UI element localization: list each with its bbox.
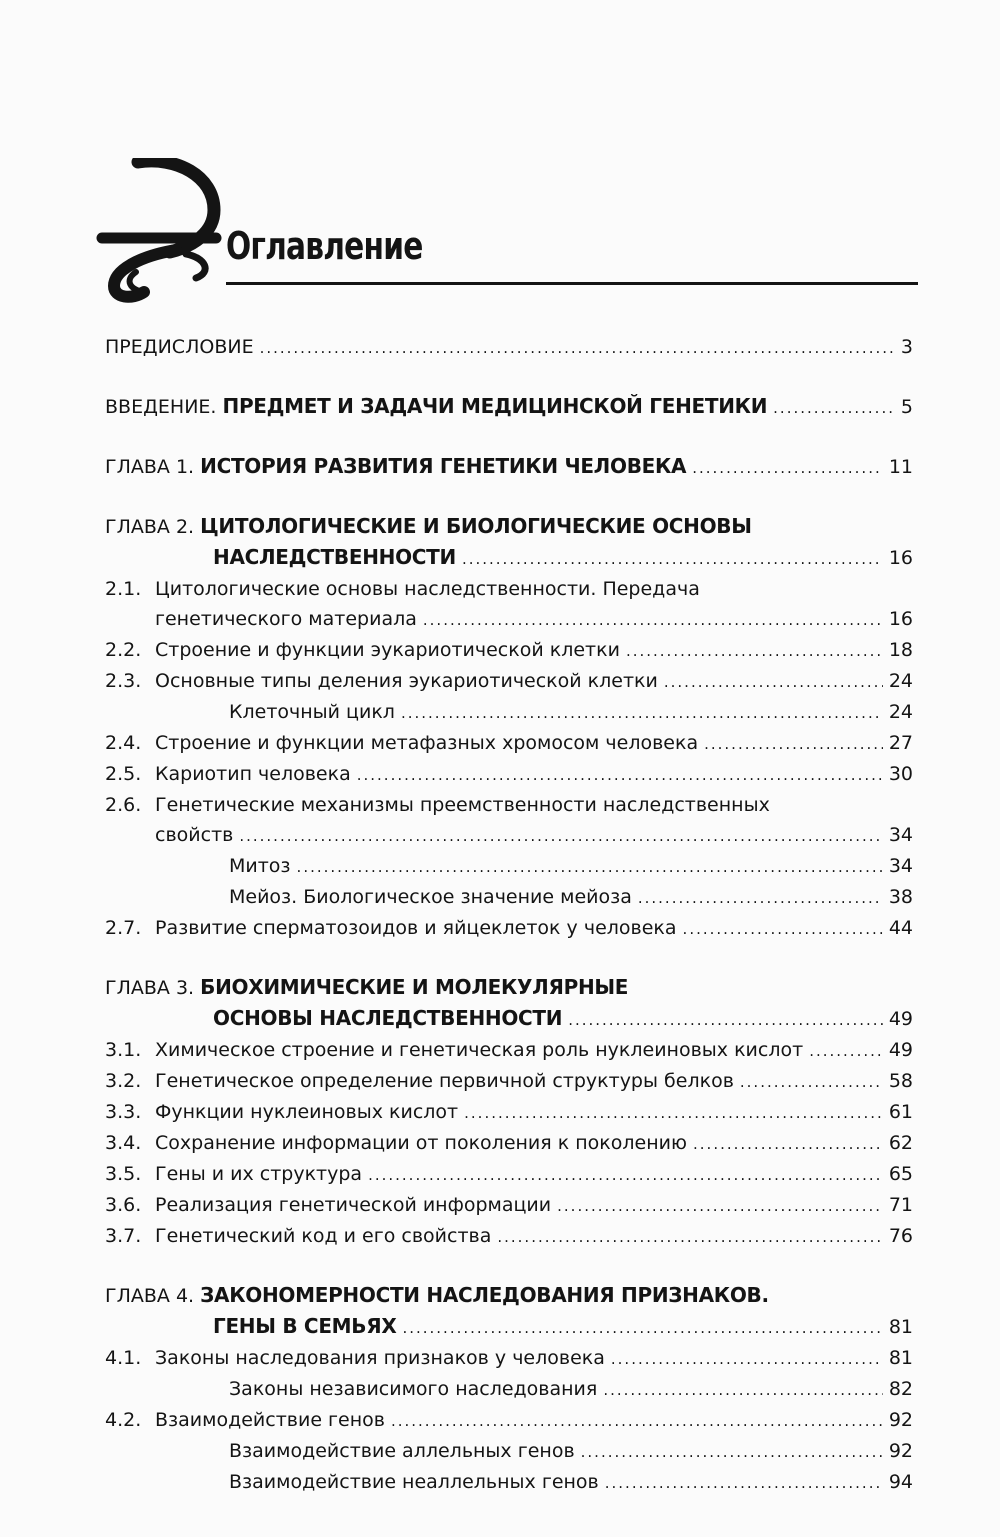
page-number: 92 [888,1440,913,1462]
dot-leader [423,605,883,635]
toc-entry-2-3[interactable] [105,666,913,697]
entry-title: Клеточный цикл [229,701,395,723]
page-number: 11 [888,456,913,478]
section-number: 2.2. [105,639,142,661]
page-number: 82 [888,1378,913,1400]
toc-entry-3-3[interactable] [105,1097,913,1128]
dot-leader [581,1437,883,1467]
toc-entry-chapter-2[interactable] [105,511,913,574]
toc-entry-2-4[interactable] [105,728,913,759]
dot-leader [297,852,883,882]
page-number: 81 [888,1347,913,1369]
page-number: 5 [900,396,913,418]
entry-title: Взаимодействие аллельных генов [229,1440,575,1462]
page-number: 16 [888,608,913,630]
page-number: 61 [888,1101,913,1123]
page-number: 49 [888,1008,913,1030]
dot-leader [773,393,895,423]
section-number: 4.2. [105,1409,142,1431]
dot-leader [402,1313,882,1343]
entry-title: Реализация генетической информации [155,1194,552,1216]
toc-entry-2-2[interactable] [105,635,913,666]
toc-entry-2-6[interactable] [105,790,913,851]
entry-title: Генетический код и его свойства [155,1225,492,1247]
entry-title: Взаимодействие генов [155,1409,385,1431]
page-number: 62 [888,1132,913,1154]
toc-entry-2-1[interactable] [105,574,913,635]
entry-title: Цитологические основы наследственности. Передача [155,578,700,600]
dot-leader [464,1098,883,1128]
toc-entry-4-1[interactable] [105,1343,913,1374]
toc-entry-4-2-allelic[interactable] [105,1436,913,1467]
entry-title: ПРЕДМЕТ И ЗАДАЧИ МЕДИЦИНСКОЙ ГЕНЕТИКИ [222,394,768,418]
dot-leader [368,1160,883,1190]
page-number: 24 [888,670,913,692]
toc-header [96,158,918,303]
entry-title: Законы наследования признаков у человека [155,1347,605,1369]
dot-leader [603,1375,882,1405]
toc-entry-4-2-nonallelic[interactable] [105,1467,913,1498]
serpent-logo-icon [96,158,226,303]
entry-prefix: ГЛАВА 3. [105,977,195,999]
page-number: 16 [888,547,913,569]
page-number: 24 [888,701,913,723]
entry-title: Развитие сперматозоидов и яйцеклеток у человека [155,917,677,939]
entry-title: Строение и функции метафазных хромосом человека [155,732,699,754]
dot-leader [357,760,883,790]
toc-entry-3-2[interactable] [105,1066,913,1097]
dot-leader [401,698,883,728]
dot-leader [568,1005,883,1035]
entry-title: ЦИТОЛОГИЧЕСКИЕ И БИОЛОГИЧЕСКИЕ ОСНОВЫ [200,514,752,538]
entry-title: Химическое строение и генетическая роль нуклеиновых кислот [155,1039,804,1061]
entry-title: Основные типы деления эукариотической клетки [155,670,658,692]
section-number: 3.7. [105,1225,142,1247]
section-number: 2.1. [105,578,142,600]
title-rule [226,282,918,285]
toc-entry-2-7[interactable] [105,913,913,944]
dot-leader [704,729,883,759]
page-number: 65 [888,1163,913,1185]
page-number: 58 [888,1070,913,1092]
section-number: 3.3. [105,1101,142,1123]
page-number: 94 [888,1471,913,1493]
toc-entry-chapter-1[interactable] [105,451,913,483]
page-number: 27 [888,732,913,754]
toc-entry-3-5[interactable] [105,1159,913,1190]
page-number: 44 [888,917,913,939]
entry-title-cont: НАСЛЕДСТВЕННОСТИ [213,545,456,569]
section-number: 2.6. [105,794,142,816]
section-number: 2.5. [105,763,142,785]
entry-title: БИОХИМИЧЕСКИЕ И МОЛЕКУЛЯРНЫЕ [200,975,629,999]
section-number: 3.5. [105,1163,142,1185]
page-number: 34 [888,855,913,877]
dot-leader [497,1222,882,1252]
entry-title: Гены и их структура [155,1163,363,1185]
entry-title: Сохранение информации от поколения к поколению [155,1132,688,1154]
section-number: 2.4. [105,732,142,754]
dot-leader [391,1406,883,1436]
toc-entry-4-2[interactable] [105,1405,913,1436]
entry-title: ЗАКОНОМЕРНОСТИ НАСЛЕДОВАНИЯ ПРИЗНАКОВ. [200,1283,769,1307]
dot-leader [693,1129,883,1159]
table-of-contents [105,332,913,1498]
section-number: 3.6. [105,1194,142,1216]
page-number: 18 [888,639,913,661]
entry-prefix: ГЛАВА 2. [105,516,195,538]
page-number: 71 [888,1194,913,1216]
entry-title: ИСТОРИЯ РАЗВИТИЯ ГЕНЕТИКИ ЧЕЛОВЕКА [200,454,687,478]
entry-title: Строение и функции эукариотической клетки [155,639,620,661]
dot-leader [683,914,883,944]
entry-title-cont: свойств [155,824,234,846]
entry-prefix: ГЛАВА 1. [105,456,195,478]
page-number: 3 [900,336,913,358]
entry-title: Законы независимого наследования [229,1378,598,1400]
entry-title: Взаимодействие неаллельных генов [229,1471,599,1493]
page-number: 76 [888,1225,913,1247]
toc-entry-preface[interactable] [105,332,913,363]
dot-leader [239,821,882,851]
toc-entry-2-3-cell-cycle[interactable] [105,697,913,728]
page-number: 38 [888,886,913,908]
entry-title: Генетическое определение первичной структуры белков [155,1070,734,1092]
toc-entry-2-6-meiosis[interactable] [105,882,913,913]
toc-entry-3-7[interactable] [105,1221,913,1252]
dot-leader [664,667,883,697]
entry-title: Функции нуклеиновых кислот [155,1101,459,1123]
entry-prefix: ВВЕДЕНИЕ. [105,396,217,418]
entry-title: Генетические механизмы преемственности наследственных [155,794,770,816]
page-number: 30 [888,763,913,785]
page-number: 49 [888,1039,913,1061]
section-number: 3.2. [105,1070,142,1092]
dot-leader [260,333,895,363]
entry-title: Кариотип человека [155,763,351,785]
dot-leader [611,1344,883,1374]
entry-title: ПРЕДИСЛОВИЕ [105,336,254,358]
page-title: Оглавление [226,224,423,268]
toc-entry-4-1-independent[interactable] [105,1374,913,1405]
entry-title: Мейоз. Биологическое значение мейоза [229,886,632,908]
entry-prefix: ГЛАВА 4. [105,1285,195,1307]
toc-entry-3-6[interactable] [105,1190,913,1221]
page-number: 34 [888,824,913,846]
dot-leader [626,636,883,666]
entry-title: Митоз [229,855,291,877]
toc-entry-chapter-3[interactable] [105,972,913,1035]
dot-leader [462,544,883,574]
page-number: 81 [888,1316,913,1338]
toc-entry-chapter-4[interactable] [105,1280,913,1343]
dot-leader [605,1468,883,1498]
dot-leader [638,883,883,913]
toc-entry-3-4[interactable] [105,1128,913,1159]
section-number: 2.7. [105,917,142,939]
dot-leader [740,1067,883,1097]
dot-leader [809,1036,883,1066]
toc-entry-2-5[interactable] [105,759,913,790]
section-number: 2.3. [105,670,142,692]
dot-leader [692,453,883,483]
section-number: 4.1. [105,1347,142,1369]
toc-entry-3-1[interactable] [105,1035,913,1066]
toc-entry-2-6-mitosis[interactable] [105,851,913,882]
entry-title-cont: генетического материала [155,608,417,630]
toc-entry-intro[interactable] [105,391,913,423]
section-number: 3.4. [105,1132,142,1154]
page-number: 92 [888,1409,913,1431]
dot-leader [557,1191,883,1221]
section-number: 3.1. [105,1039,142,1061]
entry-title-cont: ГЕНЫ В СЕМЬЯХ [213,1314,397,1338]
entry-title-cont: ОСНОВЫ НАСЛЕДСТВЕННОСТИ [213,1006,563,1030]
